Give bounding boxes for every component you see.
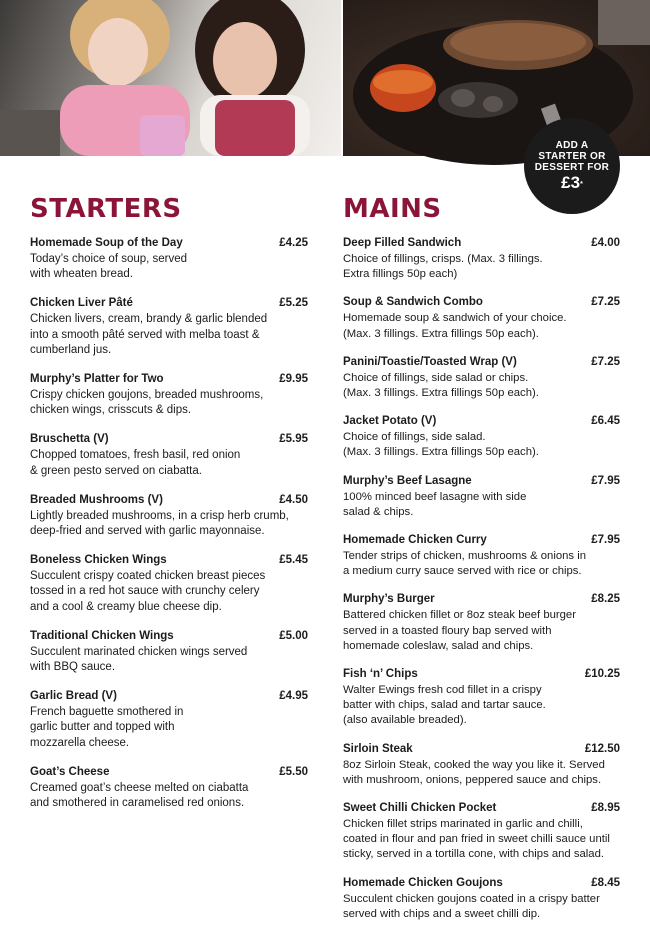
menu-item-header	[343, 667, 620, 682]
badge-line-2: STARTER OR	[538, 151, 606, 162]
menu-item	[30, 432, 308, 478]
menu-item-description	[30, 388, 308, 418]
description-line: Today’s choice of soup, served	[30, 253, 188, 265]
menu-item	[30, 236, 308, 282]
menu-item	[30, 296, 308, 358]
description-line: 8oz Sirloin Steak, cooked the way you like it. Served	[343, 758, 605, 771]
description-line: (Max. 3 fillings. Extra fillings 50p each).	[343, 387, 539, 400]
menu-item-header	[30, 629, 308, 644]
menu-item-name: Murphy’s Beef Lasagne	[343, 474, 472, 487]
description-line: with BBQ sauce.	[30, 661, 116, 674]
description-line: & green pesto served on ciabatta.	[30, 464, 202, 477]
menu-item-price: £4.95	[279, 690, 308, 703]
menu-item-name: Goat’s Cheese	[30, 765, 110, 778]
menu-item-header	[30, 236, 308, 251]
menu-item-name: Homemade Chicken Goujons	[343, 876, 503, 889]
menu-item	[343, 876, 620, 922]
description-line: garlic butter and topped with	[30, 721, 175, 734]
description-line: Extra fillings 50p each)	[343, 268, 458, 281]
description-line: Lightly breaded mushrooms, in a crisp herb crumb,	[30, 509, 289, 522]
description-line: Tender strips of chicken, mushrooms & onions in	[343, 550, 586, 563]
description-line: Succulent chicken goujons coated in a crispy batter	[343, 892, 600, 905]
menu-item-name: Panini/Toastie/Toasted Wrap (V)	[343, 355, 517, 368]
menu-item-header	[343, 876, 620, 891]
menu-item-description	[343, 758, 620, 788]
description-line: served with chips and a sweet chilli dip.	[343, 907, 541, 920]
description-line: sticky, served in a tortilla cone, with chips and salad.	[343, 848, 604, 861]
menu-item-description	[30, 252, 308, 282]
menu-item	[343, 533, 620, 579]
mains-section	[343, 196, 620, 935]
menu-item-name: Garlic Bread (V)	[30, 690, 117, 703]
menu-item-description	[30, 448, 308, 478]
menu-item-name: Soup & Sandwich Combo	[343, 296, 483, 309]
description-line: Choice of fillings, side salad or chips.	[343, 371, 529, 384]
badge-price	[561, 174, 583, 192]
menu-item-price: £5.95	[279, 433, 308, 446]
description-line: into a smooth pâté served with melba toast &	[30, 328, 260, 341]
menu-item-name: Boneless Chicken Wings	[30, 554, 167, 567]
badge-price-value: £3	[561, 173, 581, 192]
menu-item	[343, 355, 620, 401]
menu-item	[30, 493, 308, 539]
badge-line-3: DESSERT FOR	[534, 162, 610, 173]
menu-item-description	[343, 683, 620, 729]
description-line: Chicken fillet strips marinated in garlic and chilli,	[343, 818, 583, 831]
menu-item-name: Traditional Chicken Wings	[30, 629, 174, 642]
mains-heading: MAINS	[343, 194, 442, 224]
menu-item-name: Chicken Liver Pâté	[30, 297, 133, 310]
menu-item-description	[343, 549, 620, 579]
menu-item-price: £7.25	[591, 355, 620, 368]
description-line: cumberland jus.	[30, 343, 112, 356]
menu-item-name: Sirloin Steak	[343, 742, 413, 755]
menu-item-price: £7.95	[591, 474, 620, 487]
badge-line-1: ADD A	[555, 140, 589, 151]
menu-item-price: £7.25	[591, 296, 620, 309]
menu-item-header	[343, 474, 620, 489]
description-line: Chicken livers, cream, brandy & garlic blended	[30, 313, 268, 326]
menu-item-price: £12.50	[584, 742, 620, 755]
menu-item-name: Fish ‘n’ Chips	[343, 668, 418, 681]
menu-item-price: £5.00	[279, 629, 308, 642]
menu-item-price: £4.25	[279, 237, 308, 249]
menu-item-name: Bruschetta (V)	[30, 433, 109, 446]
menu-item	[343, 236, 620, 282]
menu-item	[30, 629, 308, 675]
menu-item-header	[30, 432, 308, 447]
description-line: mozzarella cheese.	[30, 736, 130, 749]
description-line: homemade coleslaw, salad and chips.	[343, 639, 534, 652]
menu-item-description	[343, 252, 620, 282]
menu-item-header	[30, 372, 308, 387]
description-line: (also available breaded).	[343, 714, 467, 727]
menu-item-header	[343, 414, 620, 429]
menu-item-header	[343, 592, 620, 607]
description-line: Homemade soup & sandwich of your choice.	[343, 312, 567, 325]
menu-item-name: Murphy’s Burger	[343, 593, 435, 606]
menu-item-description	[343, 817, 620, 863]
starters-section	[30, 196, 308, 825]
menu-item-description	[30, 312, 308, 358]
description-line: tossed in a red hot sauce with crunchy celery	[30, 585, 260, 598]
menu-item-description	[343, 430, 620, 460]
menu-item-price: £8.95	[591, 802, 620, 815]
description-line: Succulent crispy coated chicken breast pieces	[30, 570, 266, 583]
starters-heading: STARTERS	[30, 194, 182, 224]
description-line: Walter Ewings fresh cod fillet in a crispy	[343, 684, 542, 697]
menu-item	[343, 667, 620, 729]
description-line: (Max. 3 fillings. Extra fillings 50p each).	[343, 446, 539, 459]
description-line: with mushroom, onions, peppered sauce and chips.	[343, 773, 602, 786]
menu-item-price: £6.45	[591, 415, 620, 428]
menu-item-name: Homemade Soup of the Day	[30, 237, 183, 249]
menu-item-description	[343, 311, 620, 341]
menu-item-price: £7.95	[591, 534, 620, 547]
menu-item-header	[30, 553, 308, 568]
menu-item-price: £8.25	[591, 593, 620, 606]
menu-item-name: Deep Filled Sandwich	[343, 237, 462, 249]
family-photo	[0, 0, 341, 156]
menu-item	[343, 592, 620, 654]
menu-item-price: £5.50	[279, 765, 308, 778]
menu-item-header	[343, 236, 620, 251]
description-line: served in a toasted floury bap served with	[343, 624, 552, 637]
description-line: batter with chips, salad and tartar sauce.	[343, 699, 546, 712]
menu-item	[343, 414, 620, 460]
description-line: Crispy chicken goujons, breaded mushrooms,	[30, 389, 264, 402]
description-line: Succulent marinated chicken wings served	[30, 645, 248, 658]
menu-item	[30, 689, 308, 751]
menu-item-description	[343, 892, 620, 922]
menu-item-name: Homemade Chicken Curry	[343, 534, 487, 547]
menu-item	[30, 372, 308, 418]
description-line: a medium curry sauce served with rice or chips.	[343, 565, 582, 578]
starters-list	[30, 236, 308, 811]
menu-item-header	[30, 493, 308, 508]
menu-item-name: Jacket Potato (V)	[343, 415, 437, 428]
menu-item-description	[30, 509, 308, 539]
menu-item-description	[30, 645, 308, 675]
menu-item	[343, 295, 620, 341]
description-line: and a cool & creamy blue cheese dip.	[30, 600, 222, 613]
menu-item-name: Murphy’s Platter for Two	[30, 373, 164, 386]
menu-item-price: £9.95	[279, 373, 308, 386]
menu-item-price: £5.25	[279, 297, 308, 310]
menu-item	[343, 474, 620, 520]
menu-item-price: £4.50	[279, 493, 308, 506]
menu-item-header	[343, 742, 620, 757]
description-line: with wheaten bread.	[30, 268, 133, 281]
menu-item-price: £8.45	[591, 876, 620, 889]
menu-item-description	[343, 608, 620, 654]
description-line: Creamed goat’s cheese melted on ciabatta	[30, 781, 249, 794]
description-line: Choice of fillings, side salad.	[343, 431, 486, 444]
description-line: Chopped tomatoes, fresh basil, red onion	[30, 449, 241, 462]
description-line: coated in flour and pan fried in sweet chilli sauce until	[343, 833, 610, 846]
menu-item	[343, 801, 620, 863]
description-line: chicken wings, crisscuts & dips.	[30, 404, 192, 417]
description-line: deep-fried and served with garlic mayonnaise.	[30, 525, 265, 538]
description-line: 100% minced beef lasagne with side	[343, 490, 527, 503]
menu-item-price: £5.45	[279, 554, 308, 567]
menu-item-price: £10.25	[584, 668, 620, 681]
promo-badge	[524, 118, 620, 214]
menu-item-description	[343, 371, 620, 401]
menu-item-name: Sweet Chilli Chicken Pocket	[343, 802, 497, 815]
menu-item	[30, 765, 308, 811]
menu-item-description	[30, 569, 308, 615]
menu-item-header	[343, 533, 620, 548]
mains-list	[343, 236, 620, 922]
menu-item-description	[343, 490, 620, 520]
description-line: and smothered in caramelised red onions.	[30, 797, 245, 810]
description-line: French baguette smothered in	[30, 706, 184, 719]
menu-item-header	[30, 689, 308, 704]
badge-asterisk: *	[580, 181, 583, 188]
menu-item	[30, 553, 308, 615]
description-line: salad & chips.	[343, 505, 414, 518]
menu-item-header	[343, 295, 620, 310]
menu-item-header	[30, 296, 308, 311]
menu-item-price: £4.00	[591, 237, 620, 249]
menu-item-header	[343, 801, 620, 816]
description-line: Choice of fillings, crisps. (Max. 3 fillings.	[343, 253, 543, 265]
menu-item-description	[30, 705, 308, 751]
menu-item-name: Breaded Mushrooms (V)	[30, 493, 163, 506]
menu-item-header	[30, 765, 308, 780]
description-line: Battered chicken fillet or 8oz steak beef burger	[343, 609, 576, 622]
menu-item-description	[30, 781, 308, 811]
description-line: (Max. 3 fillings. Extra fillings 50p each).	[343, 327, 539, 340]
menu-item-header	[343, 355, 620, 370]
menu-item	[343, 742, 620, 788]
